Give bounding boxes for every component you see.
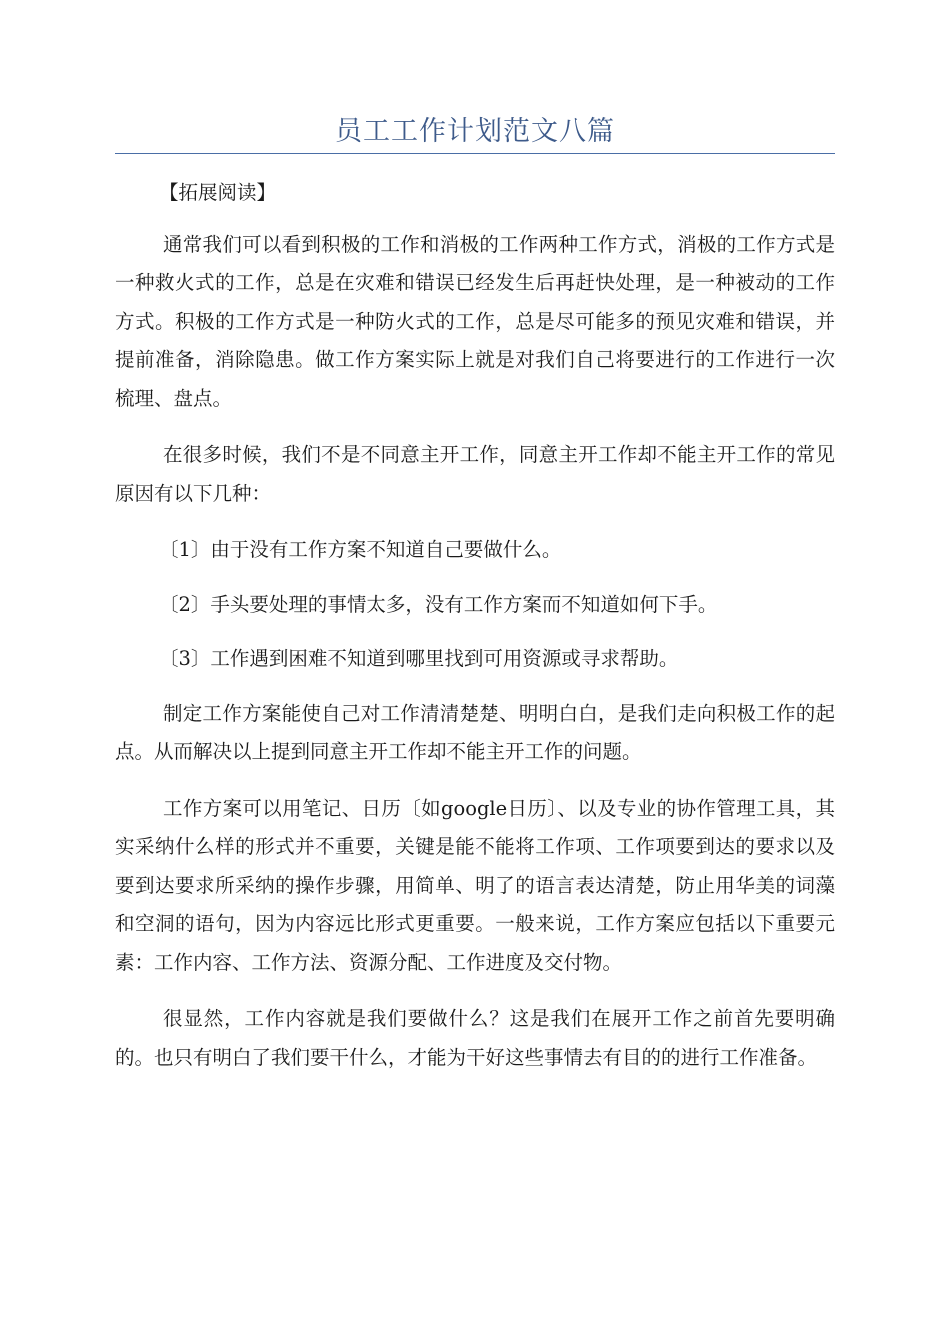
paragraph-2: 在很多时候，我们不是不同意主开工作，同意主开工作却不能主开工作的常见原因有以下几种： <box>115 443 835 505</box>
list-item-1: 〔1〕由于没有工作方案不知道自己要做什么。 <box>159 538 562 561</box>
section-label: 【拓展阅读】 <box>159 181 277 204</box>
list-item-2: 〔2〕手头要处理的事情太多，没有工作方案而不知道如何下手。 <box>159 592 718 616</box>
document-title: 员工工作计划范文八篇 <box>335 116 615 147</box>
paragraph-1: 通常我们可以看到积极的工作和消极的工作两种工作方式，消极的工作方式是一种救火式的工作，总是在灾难和错误已经发生后再赶快处理，是一种被动的工作方式。积极的工作方式是一种防火式的工作，总是尽可能多的预见灾难和错误，并提前准备，消除隐患。做工作方案实际上就是对我们自己将要进行的工作进行一次梳理、盘点。 <box>115 232 835 410</box>
title-underline <box>115 153 835 154</box>
paragraph-4: 工作方案可以用笔记、日历〔如google日历〕、以及专业的协作管理工具，其实采纳什么样的形式并不重要，关键是能不能将工作项、工作项要到达的要求以及要到达要求所采纳的操作步骤，用简单、明了的语言表达清楚，防止用华美的词藻和空洞的语句，因为内容远比形式更重要。一般来说，工作方案应包括以下重要元素：工作内容、工作方法、资源分配、工作进度及交付物。 <box>115 796 835 974</box>
paragraph-3: 制定工作方案能使自己对工作清清楚楚、明明白白，是我们走向积极工作的起点。从而解决以上提到同意主开工作却不能主开工作的问题。 <box>115 701 835 763</box>
list-item-3: 〔3〕工作遇到困难不知道到哪里找到可用资源或寻求帮助。 <box>159 647 679 670</box>
paragraph-5: 很显然，工作内容就是我们要做什么？这是我们在展开工作之前首先要明确的。也只有明白了我们要干什么，才能为干好这些事情去有目的的进行工作准备。 <box>115 1007 835 1069</box>
document-body <box>115 174 835 1095</box>
